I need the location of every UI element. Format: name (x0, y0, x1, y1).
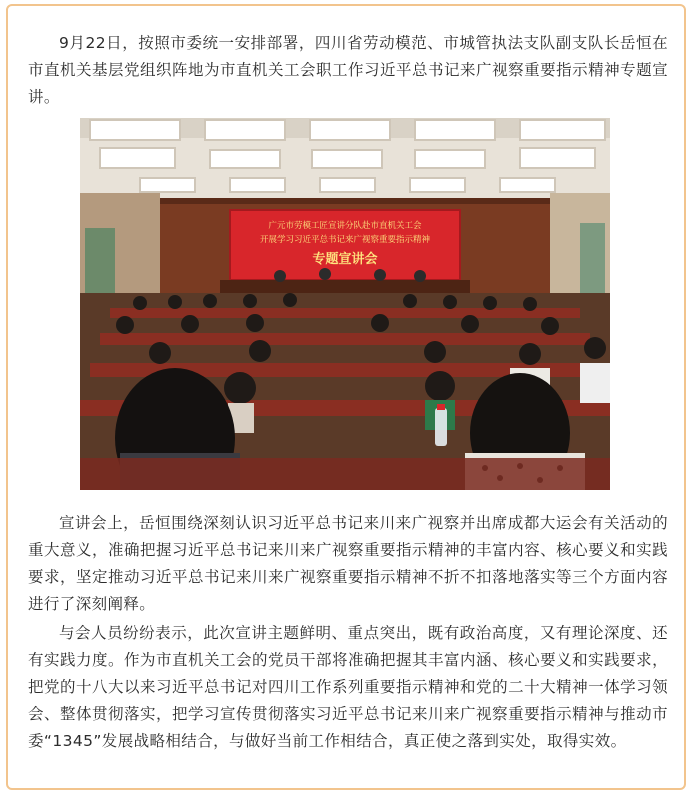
article-paragraph-3: 与会人员纷纷表示，此次宣讲主题鲜明、重点突出，既有政治高度，又有理论深度、还有实践力度。作为市直机关工会的党员干部将准确把握其丰富内涵、核心要义和实践要求，把党的十八大以来习近平总书记对四川工作系列重要指示精神和党的二十大精神一体学习领会、整体贯彻落实，把学习宣传贯彻落实习近平总书记来川来广视察重要指示精神与推动市委“1345”发展战略相结合，与做好当前工作相结合，真正使之落到实处，取得实效。 (28, 624, 668, 750)
banner-line-1: 广元市劳模工匠宣讲分队赴市直机关工会 (268, 221, 422, 231)
meeting-photo (80, 118, 610, 490)
banner-line-2: 开展学习习近平总书记来广视察重要指示精神 (259, 235, 431, 245)
article-paragraph-1: 9月22日，按照市委统一安排部署，四川省劳动模范、市城管执法支队副支队长岳恒在市直机关基层党组织阵地为市直机关工会职工作习近平总书记来广视察重要指示精神专题宣讲。 (28, 34, 668, 106)
banner-line-3: 专题宣讲会 (312, 252, 378, 267)
article-paragraph-2: 宣讲会上，岳恒围绕深刻认识习近平总书记来川来广视察并出席成都大运会有关活动的重大意义，准确把握习近平总书记来川来广视察重要指示精神的丰富内容、核心要义和实践要求，坚定推动习近平总书记来川来广视察重要指示精神不折不扣落地落实等三个方面内容进行了深刻阐释。 (28, 514, 668, 613)
